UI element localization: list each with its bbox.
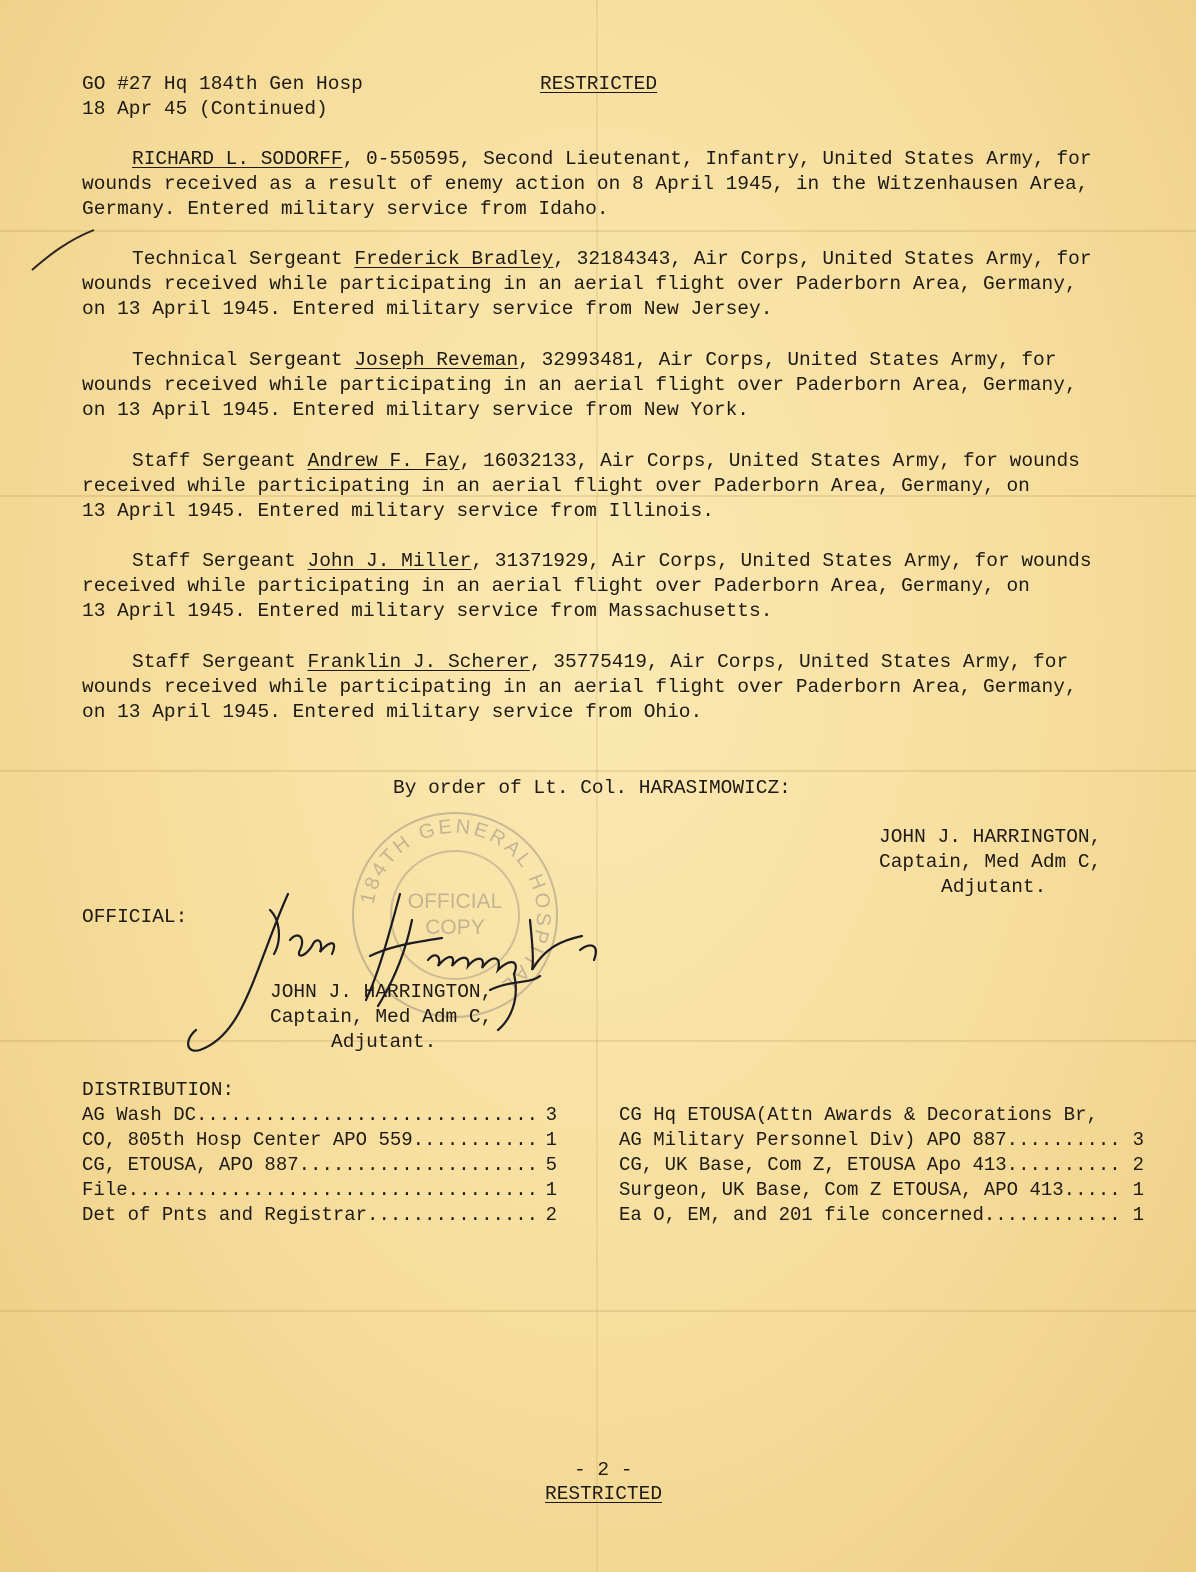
citation-paragraph: Technical Sergeant Joseph Reveman, 32993481, Air Corps, United States Army, for wounds received while participating in an aerial flight over Paderborn Area, Germany, on 13 April 1945. Entered military service from New York. (82, 349, 1077, 421)
distribution-left-list (82, 1103, 557, 1228)
distribution-item: CO, 805th Hosp Center APO 559........... 1 (82, 1129, 557, 1151)
distribution-item: AG Military Personnel Div) APO 887.......... 3 (619, 1129, 1144, 1151)
distribution-item: Surgeon, UK Base, Com Z ETOUSA, APO 413..... 1 (619, 1179, 1144, 1201)
distribution-item: Ea O, EM, and 201 file concerned............ 1 (619, 1204, 1144, 1226)
svg-text:OFFICIAL: OFFICIAL (407, 890, 503, 913)
paper-fold (0, 230, 1196, 232)
citation-name: Joseph Reveman (354, 349, 519, 371)
official-name: JOHN J. HARRINGTON, (270, 981, 493, 1003)
distribution-item: CG, UK Base, Com Z, ETOUSA Apo 413.......... 2 (619, 1154, 1144, 1176)
header-order-line: GO #27 Hq 184th Gen Hosp (82, 73, 363, 95)
citation-name: John J. Miller (307, 550, 472, 572)
footer-classification: RESTRICTED (545, 1483, 663, 1505)
citation-paragraph: Staff Sergeant Franklin J. Scherer, 35775419, Air Corps, United States Army, for wounds received while participating in an aerial flight over Paderborn Area, Germany, on 13 April 1945. Entered military service from Ohio. (82, 651, 1077, 723)
distribution-item: CG, ETOUSA, APO 887..................... 5 (82, 1154, 557, 1176)
distribution-item: AG Wash DC.............................. 3 (82, 1104, 557, 1126)
by-order-line: By order of Lt. Col. HARASIMOWICZ: (393, 777, 791, 799)
distribution-item: CG Hq ETOUSA(Attn Awards & Decorations Br, (619, 1104, 1098, 1126)
citation-paragraph: RICHARD L. SODORFF, 0-550595, Second Lieutenant, Infantry, United States Army, for wounds received as a result of enemy action on 8 April 1945, in the Witzenhausen Area, Germany. Entered military service from Idaho. (82, 148, 1092, 220)
paper-fold (0, 770, 1196, 772)
citation-paragraph: Staff Sergeant John J. Miller, 31371929, Air Corps, United States Army, for wounds received while participating in an aerial flight over Paderborn Area, Germany, on 13 April 1945. Entered military service from Massachusetts. (82, 550, 1092, 622)
signer-title: Adjutant. (941, 876, 1047, 898)
official-label: OFFICIAL: (82, 906, 188, 928)
header-date-line: 18 Apr 45 (Continued) (82, 98, 328, 120)
distribution-item: File.................................... 1 (82, 1179, 557, 1201)
official-rank: Captain, Med Adm C, (270, 1006, 493, 1028)
citation-name: Frederick Bradley (354, 248, 554, 270)
paper-fold (0, 1310, 1196, 1312)
page-number: - 2 - (574, 1459, 633, 1481)
citation-name: RICHARD L. SODORFF (132, 148, 343, 170)
citation-paragraph: Staff Sergeant Andrew F. Fay, 16032133, Air Corps, United States Army, for wounds received while participating in an aerial flight over Paderborn Area, Germany, on 13 April 1945. Entered military service from Illinois. (82, 450, 1080, 522)
signer-name: JOHN J. HARRINGTON, (879, 826, 1102, 848)
distribution-item: Det of Pnts and Registrar............... 2 (82, 1204, 557, 1226)
official-title: Adjutant. (331, 1031, 437, 1053)
citation-name: Andrew F. Fay (307, 450, 460, 472)
distribution-label: DISTRIBUTION: (82, 1079, 235, 1101)
handwritten-signature (180, 880, 620, 1060)
citation-paragraph: Technical Sergeant Frederick Bradley, 32184343, Air Corps, United States Army, for wounds received while participating in an aerial flight over Paderborn Area, Germany, on 13 April 1945. Entered military service from New Jersey. (82, 248, 1092, 320)
citation-name: Franklin J. Scherer (307, 651, 530, 673)
signer-rank: Captain, Med Adm C, (879, 851, 1102, 873)
svg-text:184TH GENERAL HOSPITAL: 184TH GENERAL HOSPITAL (356, 815, 555, 999)
svg-text:COPY: COPY (425, 916, 485, 939)
header-classification: RESTRICTED (540, 73, 658, 95)
distribution-right-list (619, 1103, 1144, 1228)
